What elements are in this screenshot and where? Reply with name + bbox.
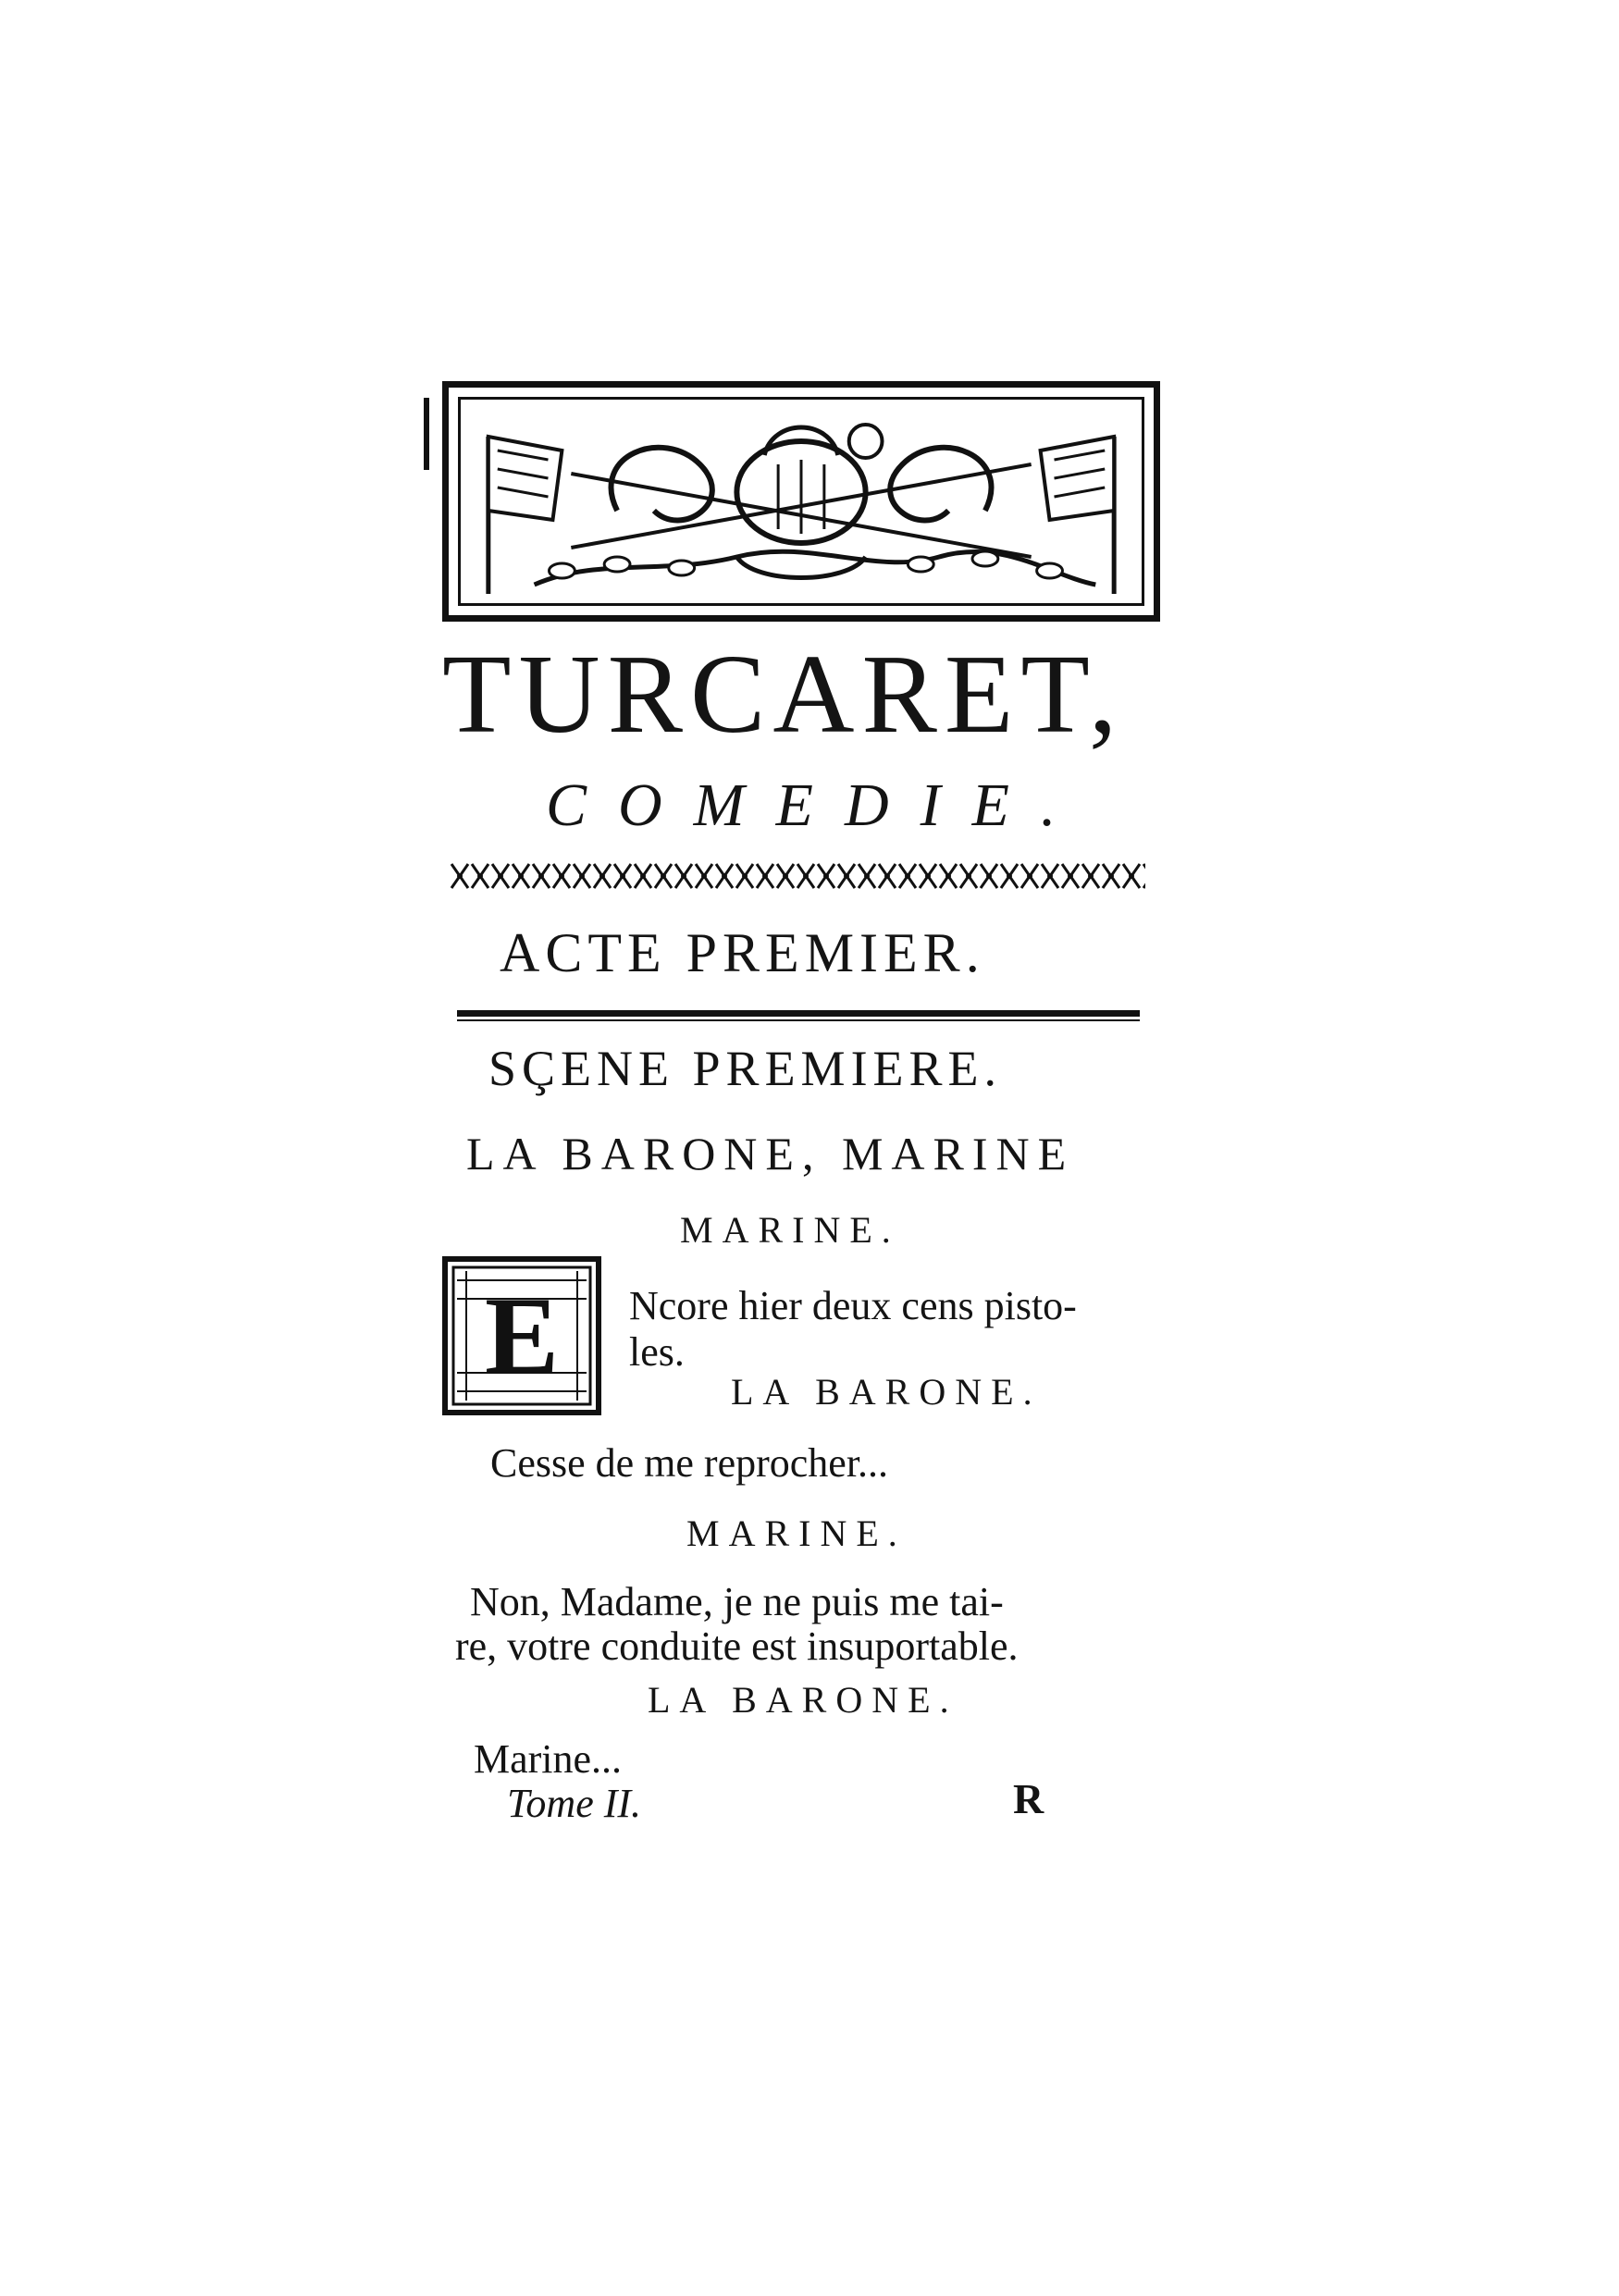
speaker-name: MARINE. [686,1512,907,1554]
ornamental-headpiece-icon [442,381,1160,622]
volume-label: Tome II. [507,1781,642,1826]
play-title: TURCARET, [442,632,1125,757]
speaker-name: MARINE. [680,1209,900,1251]
divider-rule-thin [457,1019,1140,1021]
drop-cap [442,1256,601,1415]
margin-mark [424,398,429,470]
trophy-ornament-icon [461,400,1142,603]
dialogue-line: Marine... [474,1736,623,1782]
divider-rule [457,1010,1140,1017]
dialogue-line: Ncore hier deux cens pisto- [629,1283,1077,1328]
dialogue-line: Cesse de me reprocher... [490,1440,889,1486]
signature-mark: R [1013,1775,1044,1822]
fleuron-border-icon [450,860,1145,892]
drop-cap-letter: E [484,1274,560,1397]
speaker-name: LA BARONE. [648,1679,958,1721]
characters-list: LA BARONE, MARINE [466,1128,1075,1179]
dialogue-line: les. [629,1329,685,1375]
play-subtitle: COMEDIE. [546,772,1088,839]
act-title: ACTE PREMIER. [500,922,985,983]
speaker-name: LA BARONE. [731,1371,1042,1413]
dialogue-line: Non, Madame, je ne puis me tai- [470,1579,1004,1624]
fleuron-pattern-icon [450,860,1145,892]
dialogue-line: re, votre conduite est insuportable. [455,1623,1019,1669]
scene-title: SÇENE PREMIERE. [488,1041,1003,1096]
